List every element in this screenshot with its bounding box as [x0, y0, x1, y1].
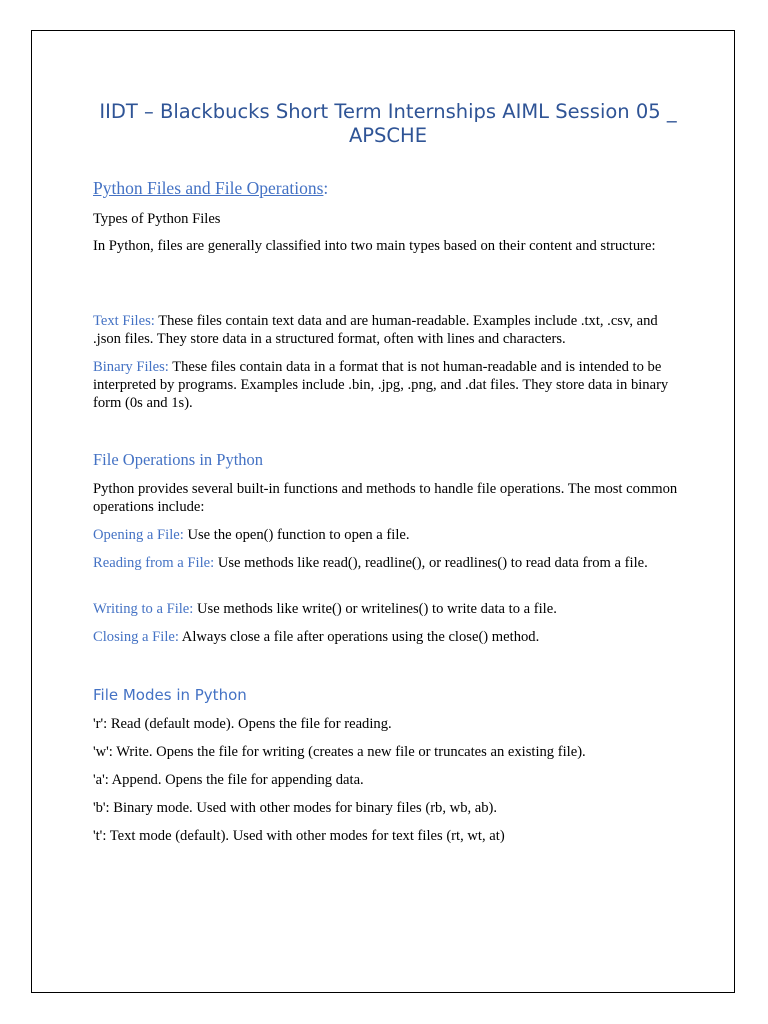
item-text: Use methods like read(), readline(), or readlines() to read data from a file. — [214, 555, 648, 571]
item-label: Binary Files: — [93, 359, 169, 375]
item-text: Use the open() function to open a file. — [183, 527, 410, 543]
item-label: Text Files: — [93, 313, 155, 329]
item-binary-files — [93, 358, 683, 412]
section-heading-file-operations: File Operations in Python — [93, 450, 264, 469]
section-heading-python-files — [93, 177, 328, 199]
section-heading-text: Python Files and File Operations — [93, 178, 324, 198]
document-title: IIDT – Blackbucks Short Term Internships AIML Session 05 _ APSCHE — [99, 100, 677, 147]
item-opening-file — [93, 526, 683, 544]
item-label: Reading from a File: — [93, 555, 215, 571]
section-heading-colon: : — [323, 178, 329, 198]
item-text: These files contain data in a format that is not human-readable and is intended to be interpreted by programs. Examples include .bin, .jpg, .png, and .dat files. They store data in binary form (0s and 1s). — [93, 359, 669, 411]
item-text: Use methods like write() or writelines() to write data to a file. — [193, 601, 557, 617]
item-label: Opening a File: — [93, 527, 184, 543]
section-heading-file-modes: File Modes in Python — [93, 686, 247, 704]
item-text: Always close a file after operations using the close() method. — [178, 629, 540, 645]
list-item-mode-w: 'w': Write. Opens the file for writing (creates a new file or truncates an existing file). — [93, 744, 586, 760]
paragraph-file-types-intro: In Python, files are generally classified into two main types based on their content and structure: — [93, 238, 656, 254]
document-page — [31, 30, 735, 993]
paragraph-file-operations-intro: Python provides several built-in functions and methods to handle file operations. The most common operations include: — [93, 481, 678, 515]
item-writing-file — [93, 600, 683, 618]
item-reading-file — [93, 554, 683, 572]
item-label: Writing to a File: — [93, 601, 194, 617]
item-closing-file — [93, 628, 683, 646]
list-item-mode-b: 'b': Binary mode. Used with other modes for binary files (rb, wb, ab). — [93, 800, 498, 816]
subheading-types-of-files: Types of Python Files — [93, 211, 221, 227]
list-item-mode-a: 'a': Append. Opens the file for appending data. — [93, 772, 364, 788]
list-item-mode-r: 'r': Read (default mode). Opens the file for reading. — [93, 716, 392, 732]
item-text: These files contain text data and are human-readable. Examples include .txt, .csv, and .json files. They store data in a structured format, often with lines and characters. — [93, 313, 658, 347]
item-label: Closing a File: — [93, 629, 179, 645]
item-text-files — [93, 312, 683, 348]
list-item-mode-t: 't': Text mode (default). Used with other modes for text files (rt, wt, at) — [93, 828, 505, 844]
